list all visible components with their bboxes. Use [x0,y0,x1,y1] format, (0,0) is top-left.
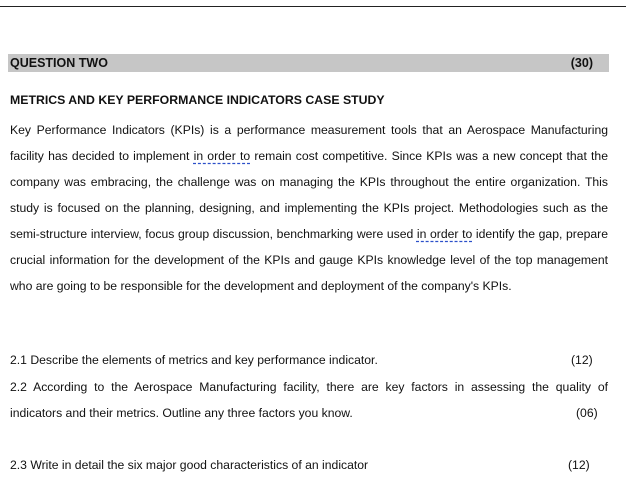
case-study-title: METRICS AND KEY PERFORMANCE INDICATORS CASE STUDY [10,93,385,107]
question-text: 2.1 Describe the elements of metrics and key performance indicator. [10,353,378,367]
paragraph-segment: Key Performance Indicators (KPIs) is a performance measurement tools that an Aerospace Manufacturing facility has decided to implement [10,123,608,163]
paragraph-segment: remain cost competitive. Since KPIs was a new concept that the company was embracing, the challenge was on managing the KPIs throughout the entire organization. This study is focused on the planning, designing, and implementing the KPIs project. Methodologies such as the semi-structure interview, focus group discussion, benchmarking were used [10,149,608,241]
top-rule [0,6,626,7]
grammar-suggestion[interactable]: in order to [193,149,251,163]
grammar-suggestion[interactable]: in order to [416,227,473,241]
question-header [8,54,609,72]
question-text: 2.2 According to the Aerospace Manufacturing facility, there are key factors in assessing the quality of [10,380,608,394]
question-title: QUESTION TWO [10,56,108,70]
question-2-2 [10,374,608,426]
case-study-paragraph [10,117,608,299]
paragraph-segment: identify the gap, prepare crucial information for the development of the KPIs and gauge KPIs knowledge level of the top management who are going to be responsible for the development and deployment of the company's KPIs. [10,227,608,293]
question-total-marks: (30) [570,56,593,70]
question-marks: (12) [571,353,593,367]
question-2-1 [10,347,608,373]
question-text: 2.3 Write in detail the six major good characteristics of an indicator [10,458,369,472]
question-text: indicators and their metrics. Outline any three factors you know. [10,406,353,420]
question-2-3 [10,452,608,478]
question-marks: (12) [568,458,590,472]
question-marks: (06) [576,406,598,420]
